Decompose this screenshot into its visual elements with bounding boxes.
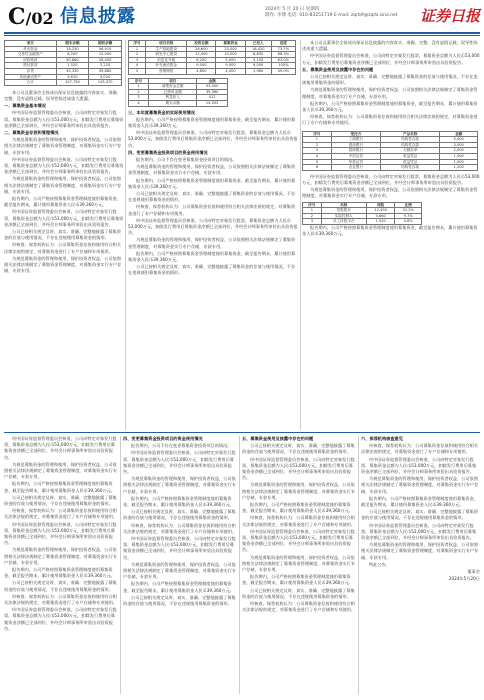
page-header: [0, 0, 484, 34]
body-paragraph: 经核查，保荐机构认为：公司募集资金存放和使用符合相关法律法规的规定，对募集资金进行了专户存储和专项使用。: [4, 508, 118, 520]
body-paragraph: 为规范募集资金的管理和使用，保护投资者权益，公司依照相关法律法规制定了募集资金管理制度，对募集资金实行专户存储，专款专用。: [361, 476, 479, 494]
table-row: 合计 107,750 143,470: [5, 80, 122, 86]
table-header: 期初余额: [89, 41, 122, 47]
body-paragraph: 为规范募集资金的管理和使用，保护投资者权益，公司依照相关法律法规制定了募集资金管理制度，对募集资金实行专户存储，专款专用。: [361, 542, 479, 560]
body-paragraph: 公司已按相关规定及时、真实、准确、完整地披露了募集资金的存放与使用情况，不存在违规使用募集资金的情形。: [242, 587, 355, 599]
body-paragraph: 经核查，保荐机构认为：公司募集资金存放和使用符合相关法律法规的规定，对募集资金进行了专户存储和专项使用。: [242, 515, 356, 527]
body-paragraph: 为规范募集资金的管理和使用，保护投资者权益，公司依照相关法律法规制定了募集资金管理制度，对募集资金实行专户存储，专款专用。: [128, 164, 296, 176]
body-paragraph: 经中国证券监督管理委员会核准，公司向特定对象发行股票，募集资金总额为人民币53,000万元，扣除发行费用后募集资金净额已全部到位，并经会计师事务所审验出具验资报告。: [242, 456, 355, 481]
table-balance: [4, 40, 122, 86]
body-paragraph: 报告期内，公司严格按照募集资金管理制度使用募集资金，截至报告期末，累计使用募集资金人民币39,360万元。: [123, 495, 234, 508]
body-paragraph: 报告期内，公司严格按照募集资金管理制度使用募集资金，截至报告期末，累计使用募集资金人民币39,360万元。: [4, 567, 115, 579]
body-paragraph: 报告期内，公司严格按照募集资金管理制度使用募集资金，截至报告期末，累计使用募集资金人民币39,360万元。: [302, 224, 478, 237]
column-bottom-3: [242, 436, 356, 694]
table-row: 存货 45,330 39,880: [5, 68, 122, 74]
body-paragraph: 为规范募集资金的管理和使用，保护投资者权益，公司依照相关法律法规制定了募集资金管理制度，对募集资金实行专户存储，专款专用。: [242, 482, 356, 500]
body-paragraph: 经中国证券监督管理委员会核准，公司向特定对象发行股票，募集资金总额为人民币53,000万元，扣除发行费用后募集资金净额已全部到位，并经会计师事务所审验出具验资报告。: [4, 156, 124, 175]
table-row: 应收账款 30,860 28,450: [5, 57, 122, 63]
header-meta: 2024年 5 月 20 日 星期四 制作: 李博 电话: 010-83251719 E-mail: zqrb9@zqrb.sina.net: [265, 7, 398, 18]
body-paragraph: 经中国证券监督管理委员会核准，公司向特定对象发行股票，募集资金总额为人民币53,000万元，扣除发行费用后募集资金净额已全部到位，并经会计师事务所审验出具验资报告。: [4, 110, 124, 128]
body-paragraph: 为规范募集资金的管理和使用，保护投资者权益，公司依照相关法律法规制定了募集资金管理制度，对募集资金实行专户存储，专款专用。: [242, 554, 356, 573]
table-row: 6 农业银行 结构性存款 1,200: [303, 165, 478, 171]
body-paragraph: 本公司及董事会全体成员保证信息披露的内容真实、准确、完整，没有虚假记载、误导性陈述或重大遗漏。: [302, 40, 478, 52]
body-paragraph: 为规范募集资金的管理和使用，保护投资者权益，公司依照相关法律法规制定了募集资金管理制度，对募集资金实行专户存储，专款专用。: [123, 561, 237, 580]
body-paragraph: 报告期内，公司严格按照募集资金管理制度使用募集资金，截至报告期末，累计使用募集资金人民币39,360万元。: [128, 116, 296, 128]
body-paragraph: 为规范募集资金的管理和使用，保护投资者权益，公司依照相关法律法规制定了募集资金管理制度，对募集资金实行专户存储，专款专用。: [302, 187, 478, 199]
body-paragraph: 报告期内，公司不存在变更募集资金投资项目的情况。: [136, 156, 237, 162]
body-paragraph: 报告期内，公司严格按照募集资金管理制度使用募集资金，截至报告期末，累计使用募集资金人民币39,360万元。: [4, 196, 121, 208]
table-header: 项目: [5, 41, 57, 47]
body-paragraph: 经核查，保荐机构认为：公司募集资金存放和使用符合相关法律法规的规定，对募集资金进行了专户存储和专项使用。: [361, 443, 478, 455]
signature-line: 董事会: [467, 569, 480, 575]
body-paragraph: 经中国证券监督管理委员会核准，公司向特定对象发行股票，募集资金总额为人民币53,000万元，扣除发行费用后募集资金净额已全部到位，并经会计师事务所审验出具验资报告。: [128, 217, 298, 236]
body-paragraph: 报告期内，公司严格按照募集资金管理制度使用募集资金，截至报告期末，累计使用募集资金人民币39,360万元。: [361, 495, 478, 508]
table-header: 期末余额: [56, 41, 89, 47]
body-paragraph: 经核查，保荐机构认为：公司募集资金存放和使用符合相关法律法规的规定，对募集资金进行了专户存储和专项使用。: [128, 204, 296, 216]
body-paragraph: 公司已按相关规定及时、真实、准确、完整地披露了募集资金的存放与使用情况，不存在违规使用募集资金的情形。: [242, 443, 355, 455]
column-bottom-1: [4, 436, 118, 694]
body-paragraph: 公司已按相关规定及时、真实、准确、完整地披露了募集资金的存放与使用情况，不存在违规使用募集资金的情形。: [123, 509, 236, 521]
body-paragraph: 公司已按相关规定及时、真实、准确、完整地披露了募集资金的存放与使用情况，不存在违规使用募集资金的情形。: [4, 494, 117, 507]
body-paragraph: 公司已按相关规定及时、真实、准确、完整地披露了募集资金的存放与使用情况，不存在违规使用募集资金的情形。: [4, 229, 121, 241]
section-divider: [4, 432, 480, 433]
body-paragraph: 经中国证券监督管理委员会核准，公司向特定对象发行股票，募集资金总额为人民币53,000万元，扣除发行费用后募集资金净额已全部到位，并经会计师事务所审验出具验资报告。: [302, 53, 480, 65]
body-paragraph: 为规范募集资金的管理和使用，保护投资者权益，公司依照相关法律法规制定了募集资金管理制度，对募集资金实行专户存储，专款专用。: [123, 476, 237, 494]
body-paragraph: 为规范募集资金的管理和使用，保护投资者权益，公司依照相关法律法规制定了募集资金管理制度，对募集资金实行专户存储，专款专用。: [302, 87, 478, 99]
table-row: 2 实际控制人 3,860 9.7%: [303, 213, 422, 219]
table-row: 交易性金融资产 8,200 12,000: [5, 52, 122, 58]
body-paragraph: 经中国证券监督管理委员会核准，公司向特定对象发行股票，募集资金总额为人民币53,000万元，扣除发行费用后募集资金净额已全部到位，并经会计师事务所审验出具验资报告。: [4, 607, 117, 631]
closing-text: 特此公告。: [369, 561, 390, 567]
body-paragraph: 为规范募集资金的管理和使用，保护投资者权益，公司依照相关法律法规制定了募集资金管理制度，对募集资金实行专户存储，专款专用。: [128, 237, 296, 249]
body-paragraph: 经核查，保荐机构认为：公司募集资金存放和使用符合相关法律法规的规定，对募集资金进行了专户存储和专项使用。: [242, 601, 356, 613]
body-paragraph: 报告期内，公司不存在变更募集资金投资项目的情况。: [131, 443, 232, 449]
section-heading: 三、本年度募集资金的实际使用情况: [128, 109, 196, 115]
table-investments: 序号 受托方 产品名称 金额 1 工商银行 结构性存款 5,000 2 建设银行 结构性存款 3,000 3 招商银行 大额存单 2,000 4 中信证券 收益凭证 1,500 5 华泰证券 收益凭证 1,000 6 农业银行 结构性存款 1,200: [302, 131, 478, 171]
column-3: [302, 40, 480, 430]
body-paragraph: 为规范募集资金的管理和使用，保护投资者权益，公司依照相关法律法规制定了募集资金管理制度，对募集资金实行专户存储，专款专用。: [4, 137, 122, 155]
body-paragraph: 报告期内，公司严格按照募集资金管理制度使用募集资金，截至报告期末，累计使用募集资金人民币39,360万元。: [128, 177, 296, 189]
table-row: 4 中信证券 收益凭证 1,500: [303, 154, 478, 160]
body-paragraph: 经核查，保荐机构认为：公司募集资金存放和使用符合相关法律法规的规定，对募集资金进行了专户存储和专项使用。: [4, 593, 118, 606]
body-paragraph: 经中国证券监督管理委员会核准，公司向特定对象发行股票，募集资金总额为人民币53,000万元，扣除发行费用后募集资金净额已全部到位，并经会计师事务所审验出具验资报告。: [4, 436, 117, 460]
table-row: 5 营销网络 4,800 4,000 1,960 49.0%: [129, 68, 296, 74]
table-row: 4 期末余额 14,052: [129, 100, 228, 106]
body-paragraph: 报告期内，公司严格按照募集资金管理制度使用募集资金，截至报告期末，累计使用募集资金人民币39,360万元。: [123, 581, 234, 593]
body-paragraph: 为规范募集资金的管理和使用，保护投资者权益，公司依照相关法律法规制定了募集资金管理制度，对募集资金实行专户存储，专款专用。: [4, 547, 118, 565]
body-paragraph: 经中国证券监督管理委员会核准，公司向特定对象发行股票，募集资金总额为人民币53,000万元，扣除发行费用后募集资金净额已全部到位，并经会计师事务所审验出具验资报告。: [242, 528, 355, 553]
table-row: 5 华泰证券 收益凭证 1,000: [303, 159, 478, 165]
table-row: 1 生产基地建设 28,600 25,000 18,420 73.7%: [129, 46, 296, 52]
body-paragraph: 公司已按相关规定及时、真实、准确、完整地披露了募集资金的存放与使用情况，不存在违规使用募集资金的情形。: [4, 580, 117, 592]
body-paragraph: 为规范募集资金的管理和使用，保护投资者权益，公司依照相关法律法规制定了募集资金管理制度，对募集资金实行专户存储，专款专用。: [4, 461, 118, 480]
body-paragraph: 公司已按相关规定及时、真实、准确、完整地披露了募集资金的存放与使用情况，不存在违规使用募集资金的情形。: [123, 594, 236, 607]
header-rule: [4, 32, 480, 34]
table-row: 1 工商银行 结构性存款 5,000: [303, 137, 478, 143]
body-paragraph: 公司已按相关规定及时、真实、准确、完整地披露了募集资金的存放与使用情况，不存在违规使用募集资金的情形。: [361, 509, 478, 521]
body-paragraph: 报告期内，公司严格按照募集资金管理制度使用募集资金，截至报告期末，累计使用募集资金人民币39,360万元。: [302, 100, 478, 113]
section-heading: 四、变更募集资金投资项目的资金使用情况: [123, 436, 203, 441]
section-heading: 六、保荐机构核查意见: [361, 436, 403, 441]
section-heading: 五、募集资金使用及披露中存在的问题: [242, 436, 314, 441]
table-row: 3 利息收入 412: [129, 95, 228, 101]
section-heading: 二、募集资金存放和管理情况: [4, 129, 59, 135]
newspaper-logo: 证券日报: [420, 7, 481, 25]
table-row: 1 募集资金总额 53,000: [129, 84, 228, 90]
body-paragraph: 本公司及董事会全体成员保证信息披露的内容真实、准确、完整，没有虚假记载、误导性陈述或重大遗漏。: [4, 89, 121, 101]
body-paragraph: 经中国证券监督管理委员会核准，公司向特定对象发行股票，募集资金总额为人民币53,000万元，扣除发行费用后募集资金净额已全部到位，并经会计师事务所审验出具验资报告。: [302, 173, 480, 185]
table-funds: 序号 项目 金额 1 募集资金总额 53,000 2 已使用金额 39,360 3 利息收入 412 4 期末余额 14,052: [128, 78, 228, 107]
table-projects: 序号 项目名称 投资总额 募集资金 已投入 进度 1 生产基地建设 28,600 25,000 18,420 73.7% 2 研发中心建设 12,400 10,000 6,830 68.3% 3 信息化升级 6,200 5,000 3,150 63.0% 4 补充流动资金 9,000 9,000 9,000 100% 5 营销网络 4,800 4,000 1,960 49.0%: [128, 40, 296, 75]
body-paragraph: 经核查，保荐机构认为：公司募集资金存放和使用符合相关法律法规的规定，对募集资金进行了专户存储和专项使用。: [4, 242, 121, 254]
table-row: 货币资金 18,230 56,910: [5, 46, 122, 52]
section-heading: 一、募集资金基本情况: [4, 103, 46, 109]
table-row: 预付款项 1,520 2,210: [5, 63, 122, 69]
body-paragraph: 经中国证券监督管理委员会核准，公司向特定对象发行股票，募集资金总额为人民币53,000万元，扣除发行费用后募集资金净额已全部到位，并经会计师事务所审验出具验资报告。: [361, 522, 477, 541]
body-paragraph: 公司已按相关规定及时、真实、准确、完整地披露了募集资金的存放与使用情况，不存在违规使用募集资金的情形。: [128, 190, 296, 203]
table-row: 其他流动资产 3,610 4,020: [5, 74, 122, 80]
column-divider: [120, 436, 121, 694]
body-paragraph: 经核查，保荐机构认为：公司募集资金存放和使用符合相关法律法规的规定，对募集资金进行了专户存储和专项使用。: [302, 114, 478, 126]
column-divider: [300, 40, 301, 430]
table-row: 2 研发中心建设 12,400 10,000 6,830 68.3%: [129, 52, 296, 58]
page-number: C/02: [8, 4, 54, 30]
column-1: [4, 40, 124, 430]
column-divider: [125, 40, 126, 430]
table-row: 1 控股股东 12,450 31.2%: [303, 208, 422, 214]
table-row: 3 员工持股平台 1,920 4.8%: [303, 219, 422, 225]
body-paragraph: 经中国证券监督管理委员会核准，公司向特定对象发行股票，募集资金总额为人民币53,000万元，扣除发行费用后募集资金净额已全部到位，并经会计师事务所审验出具验资报告。: [128, 130, 298, 148]
body-paragraph: 报告期内，公司严格按照募集资金管理制度使用募集资金，截至报告期末，累计使用募集资金人民币39,360万元。: [4, 481, 115, 493]
header-rule-thin: [4, 35, 480, 36]
column-bottom-2: [123, 436, 237, 694]
section-heading: 五、募集资金使用及披露中存在的问题: [302, 66, 374, 72]
body-paragraph: 经中国证券监督管理委员会核准，公司向特定对象发行股票，募集资金总额为人民币53,000万元，扣除发行费用后募集资金净额已全部到位，并经会计师事务所审验出具验资报告。: [123, 450, 236, 475]
body-paragraph: 经中国证券监督管理委员会核准，公司向特定对象发行股票，募集资金总额为人民币53,000万元，扣除发行费用后募集资金净额已全部到位，并经会计师事务所审验出具验资报告。: [4, 521, 117, 546]
body-paragraph: 经中国证券监督管理委员会核准，公司向特定对象发行股票，募集资金总额为人民币53,000万元，扣除发行费用后募集资金净额已全部到位，并经会计师事务所审验出具验资报告。: [361, 456, 477, 475]
section-heading: 四、变更募集资金投资项目的资金使用情况: [128, 149, 208, 155]
body-paragraph: 公司已按相关规定及时、真实、准确、完整地披露了募集资金的存放与使用情况，不存在违规使用募集资金的情形。: [302, 74, 478, 86]
column-divider: [358, 436, 359, 694]
body-paragraph: 为规范募集资金的管理和使用，保护投资者权益，公司依照相关法律法规制定了募集资金管理制度，对募集资金实行专户存储，专款专用。: [4, 255, 122, 274]
column-divider: [239, 436, 240, 694]
table-shareholders: 序号 名称 持股 比例 1 控股股东 12,450 31.2% 2 实际控制人 3,860 9.7% 3 员工持股平台 1,920 4.8%: [302, 202, 422, 225]
body-paragraph: 为规范募集资金的管理和使用，保护投资者权益，公司依照相关法律法规制定了募集资金管理制度，对募集资金实行专户存储，专款专用。: [4, 176, 122, 194]
table-row: 2 已使用金额 39,360: [129, 89, 228, 95]
table-row: 3 信息化升级 6,200 5,000 3,150 63.0%: [129, 57, 296, 63]
column-bottom-4: [361, 436, 480, 694]
body-paragraph: 报告期内，公司严格按照募集资金管理制度使用募集资金，截至报告期末，累计使用募集资金人民币39,360万元。: [242, 574, 353, 586]
body-paragraph: 经核查，保荐机构认为：公司募集资金存放和使用符合相关法律法规的规定，对募集资金进行了专户存储和专项使用。: [123, 522, 237, 534]
date-line: 2024年5月20日: [448, 576, 480, 582]
body-paragraph: 经中国证券监督管理委员会核准，公司向特定对象发行股票，募集资金总额为人民币53,000万元，扣除发行费用后募集资金净额已全部到位，并经会计师事务所审验出具验资报告。: [123, 536, 236, 560]
body-paragraph: 公司已按相关规定及时、真实、准确、完整地披露了募集资金的存放与使用情况，不存在违规使用募集资金的情形。: [128, 264, 296, 276]
table-row: 3 招商银行 大额存单 2,000: [303, 148, 478, 154]
column-2: [128, 40, 298, 430]
body-paragraph: 报告期内，公司严格按照募集资金管理制度使用募集资金，截至报告期末，累计使用募集资金人民币39,360万元。: [128, 250, 296, 262]
body-paragraph: 报告期内，公司严格按照募集资金管理制度使用募集资金，截至报告期末，累计使用募集资金人民币39,360万元。: [242, 502, 353, 514]
section-title: 信息披露: [60, 6, 136, 27]
table-row: 4 补充流动资金 9,000 9,000 9,000 100%: [129, 63, 296, 69]
table-row: 2 建设银行 结构性存款 3,000: [303, 142, 478, 148]
body-paragraph: 经中国证券监督管理委员会核准，公司向特定对象发行股票，募集资金总额为人民币53,000万元，扣除发行费用后募集资金净额已全部到位，并经会计师事务所审验出具验资报告。: [4, 209, 124, 227]
